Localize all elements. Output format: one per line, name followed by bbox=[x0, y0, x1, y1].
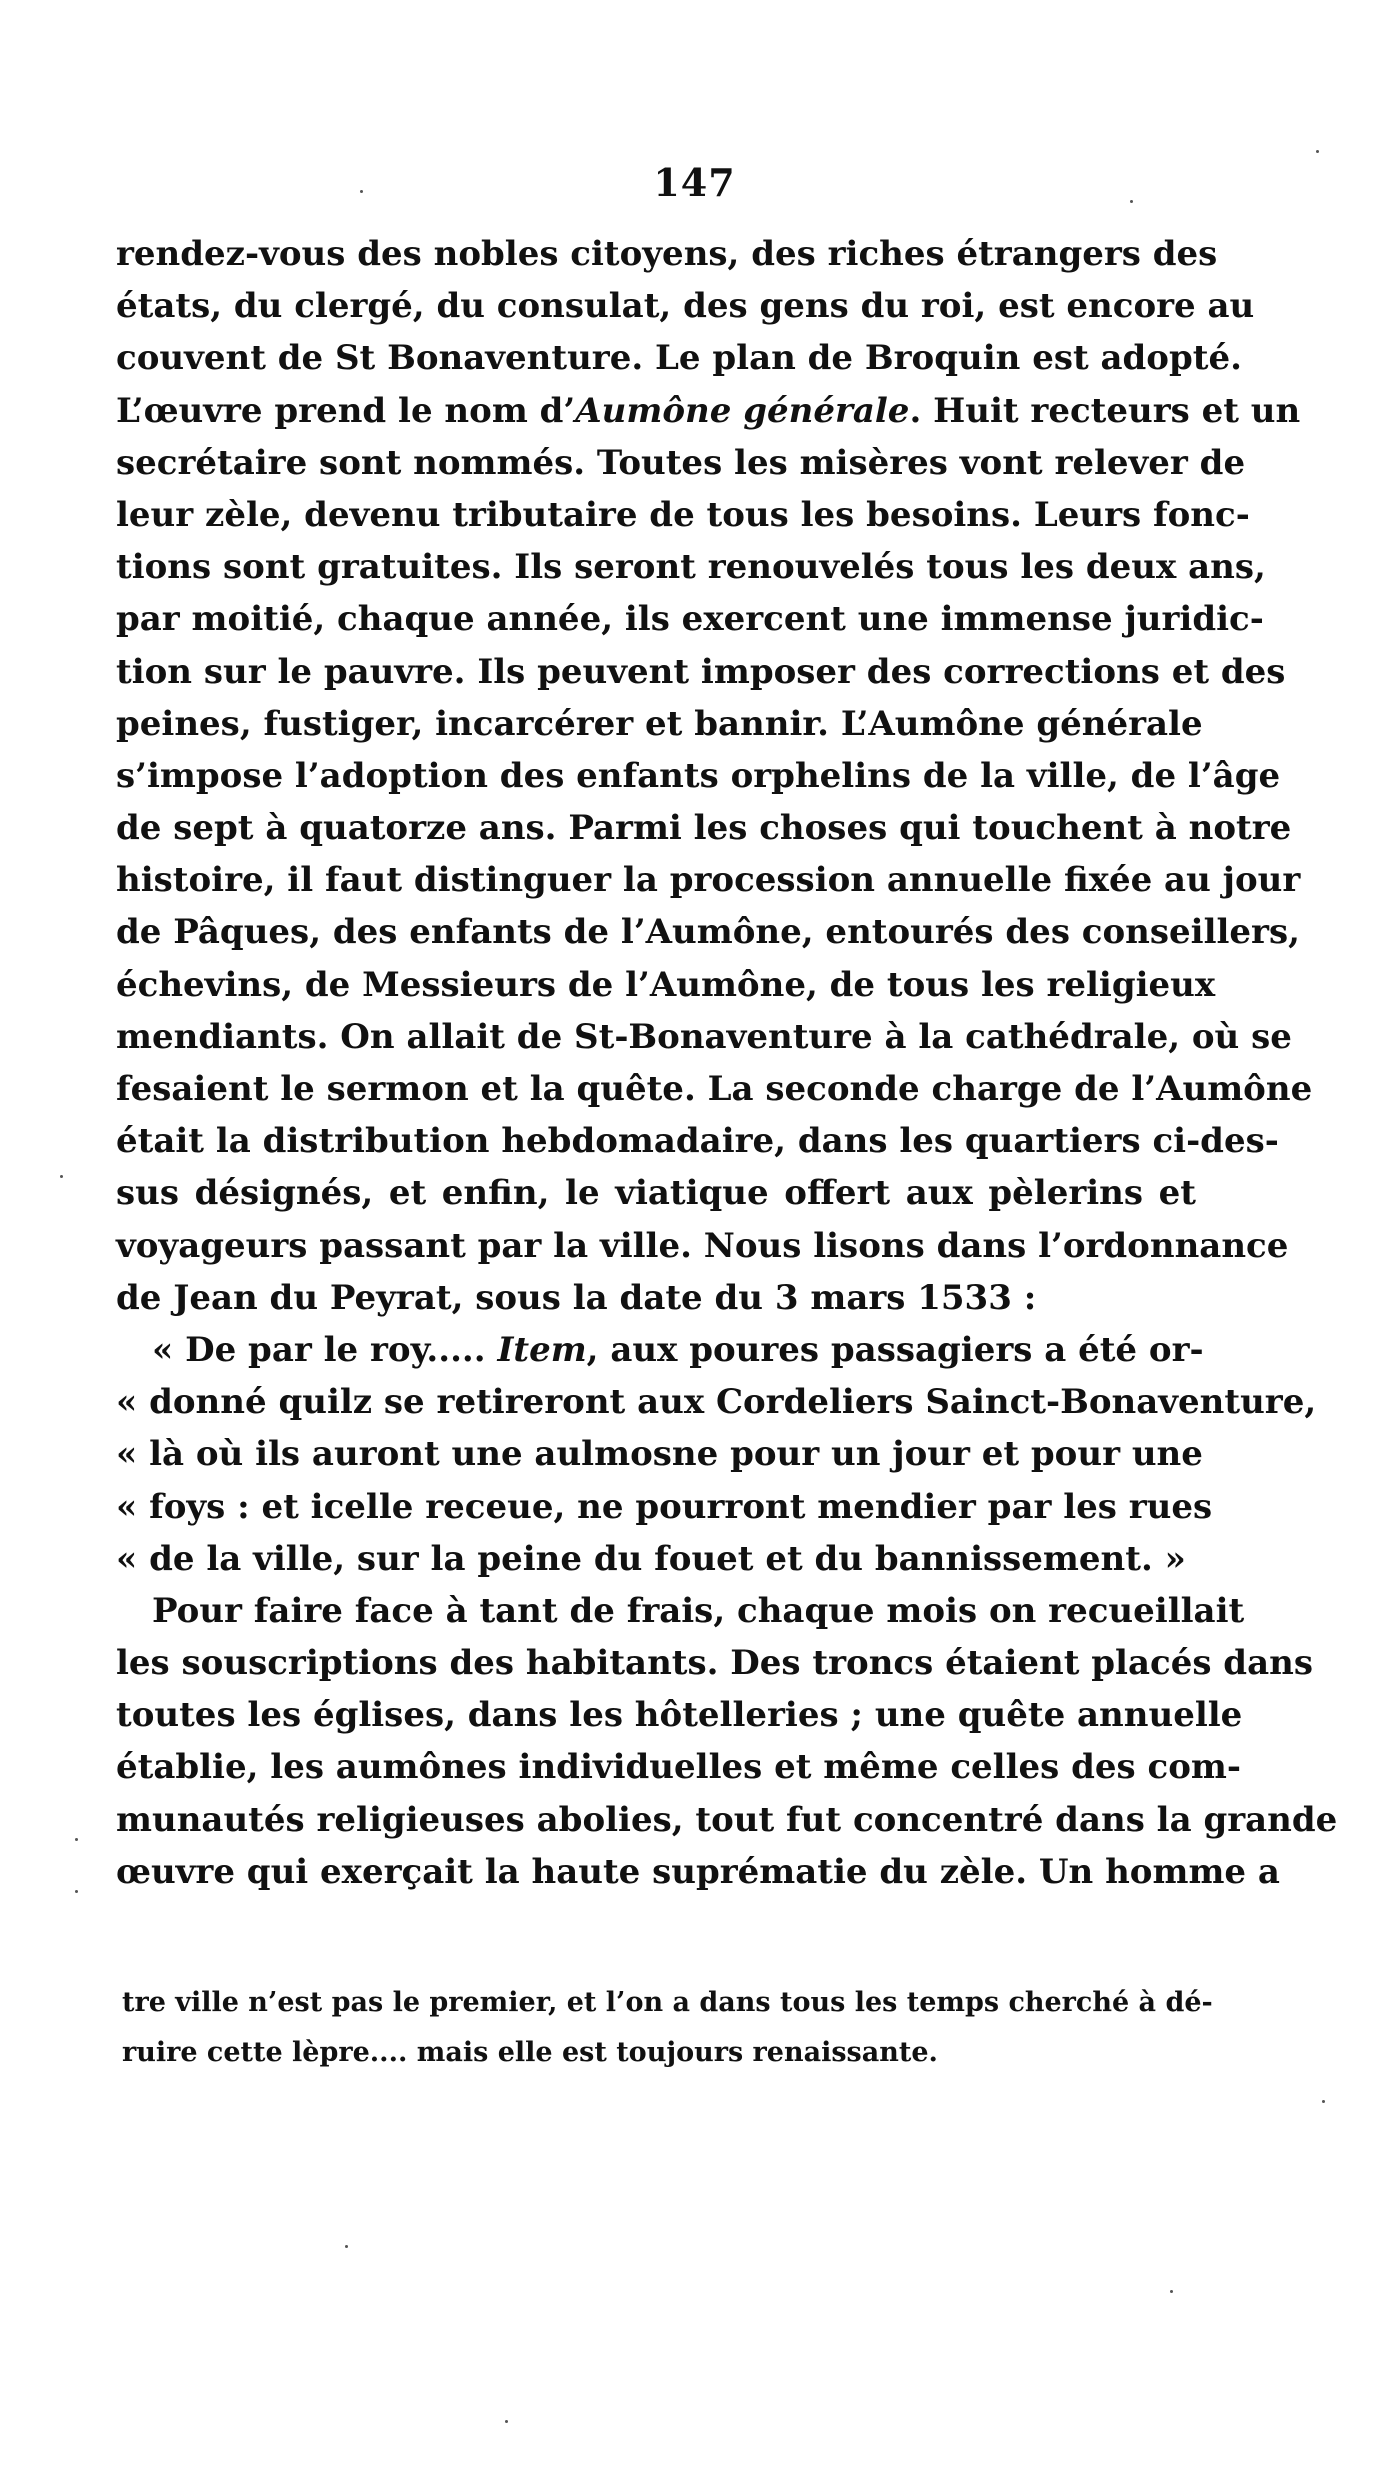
text-line-21: de Jean du Peyrat, sous la date du 3 mars 1533 : bbox=[116, 1277, 1037, 1318]
quote-line-1-part-1: « De par le roy..... bbox=[152, 1329, 498, 1370]
text-line-29: toutes les églises, dans les hôtelleries ; une quête annuelle bbox=[116, 1695, 1243, 1736]
text-line-30: établie, les aumônes individuelles et même celles des com- bbox=[116, 1747, 1241, 1788]
text-line-3: couvent de St Bonaventure. Le plan de Broquin est adopté. bbox=[116, 338, 1242, 379]
text-line-5: secrétaire sont nommés. Toutes les misères vont relever de bbox=[116, 442, 1246, 483]
text-line-32: œuvre qui exerçait la haute suprématie du zèle. Un homme a bbox=[116, 1851, 1280, 1892]
scan-speck bbox=[360, 190, 363, 193]
aumone-generale-term: Aumône générale bbox=[575, 390, 910, 431]
text-line-15: échevins, de Messieurs de l’Aumône, de tous les religieux bbox=[116, 964, 1216, 1005]
text-line-20: voyageurs passant par la ville. Nous lisons dans l’ordonnance bbox=[116, 1225, 1289, 1266]
footnote bbox=[122, 1978, 1213, 2078]
scan-speck bbox=[75, 1838, 78, 1841]
text-line-6: leur zèle, devenu tributaire de tous les besoins. Leurs fonc- bbox=[116, 494, 1250, 535]
text-line-28: les souscriptions des habitants. Des troncs étaient placés dans bbox=[116, 1643, 1313, 1684]
scan-speck bbox=[60, 1175, 63, 1178]
text-line-19: sus désignés, et enfin, le viatique offert aux pèlerins et bbox=[116, 1173, 1196, 1214]
text-line-4-part-1: L’œuvre prend le nom d’ bbox=[116, 390, 576, 431]
text-line-7: tions sont gratuites. Ils seront renouvelés tous les deux ans, bbox=[116, 547, 1266, 588]
text-line-4 bbox=[116, 385, 1301, 437]
quote-line-1-part-3: , aux poures passagiers a été or- bbox=[586, 1329, 1204, 1370]
text-line-9: tion sur le pauvre. Ils peuvent imposer des corrections et des bbox=[116, 651, 1286, 692]
text-line-2: états, du clergé, du consulat, des gens du roi, est encore au bbox=[116, 286, 1255, 327]
text-line-13: histoire, il faut distinguer la procession annuelle fixée au jour bbox=[116, 860, 1301, 901]
text-line-10: peines, fustiger, incarcérer et bannir. L’Aumône générale bbox=[116, 703, 1203, 744]
text-line-14: de Pâques, des enfants de l’Aumône, entourés des conseillers, bbox=[116, 912, 1300, 953]
quote-line-2: « donné quilz se retireront aux Cordeliers Sainct-Bonaventure, bbox=[116, 1382, 1317, 1423]
text-line-11: s’impose l’adoption des enfants orphelins de la ville, de l’âge bbox=[116, 755, 1281, 796]
quote-line-1 bbox=[116, 1324, 1204, 1376]
scan-speck bbox=[1322, 2100, 1325, 2103]
text-line-16: mendiants. On allait de St-Bonaventure à la cathédrale, où se bbox=[116, 1016, 1292, 1057]
scan-speck bbox=[1130, 200, 1133, 203]
text-line-12: de sept à quatorze ans. Parmi les choses qui touchent à notre bbox=[116, 808, 1292, 849]
scan-speck bbox=[1316, 150, 1319, 153]
body-text bbox=[116, 228, 1338, 1898]
text-line-17: fesaient le sermon et la quête. La seconde charge de l’Aumône bbox=[116, 1069, 1313, 1109]
item-term: Item bbox=[497, 1329, 587, 1370]
scan-speck bbox=[1170, 2290, 1173, 2293]
text-line-4-part-3: . Huit recteurs et un bbox=[909, 390, 1301, 431]
text-line-8: par moitié, chaque année, ils exercent une immense juridic- bbox=[116, 599, 1264, 640]
text-line-1: rendez-vous des nobles citoyens, des riches étrangers des bbox=[116, 234, 1218, 274]
text-line-18: était la distribution hebdomadaire, dans les quartiers ci-des- bbox=[116, 1121, 1279, 1162]
footnote-line-1: tre ville n’est pas le premier, et l’on a dans tous les temps cherché à dé- bbox=[122, 1987, 1213, 2018]
quote-line-5: « de la ville, sur la peine du fouet et du bannissement. » bbox=[116, 1538, 1186, 1579]
text-line-27: Pour faire face à tant de frais, chaque mois on recueillait bbox=[152, 1590, 1245, 1631]
scan-speck bbox=[345, 2245, 348, 2248]
quote-line-4: « foys : et icelle receue, ne pourront mendier par les rues bbox=[116, 1486, 1213, 1527]
text-line-31: munautés religieuses abolies, tout fut concentré dans la grande bbox=[116, 1799, 1338, 1840]
scan-speck bbox=[75, 1890, 78, 1893]
page-number: 147 bbox=[653, 160, 736, 205]
footnote-line-2: ruire cette lèpre.... mais elle est toujours renaissante. bbox=[122, 2037, 938, 2068]
scan-speck bbox=[505, 2420, 508, 2423]
quote-line-3: « là où ils auront une aulmosne pour un jour et pour une bbox=[116, 1434, 1203, 1475]
